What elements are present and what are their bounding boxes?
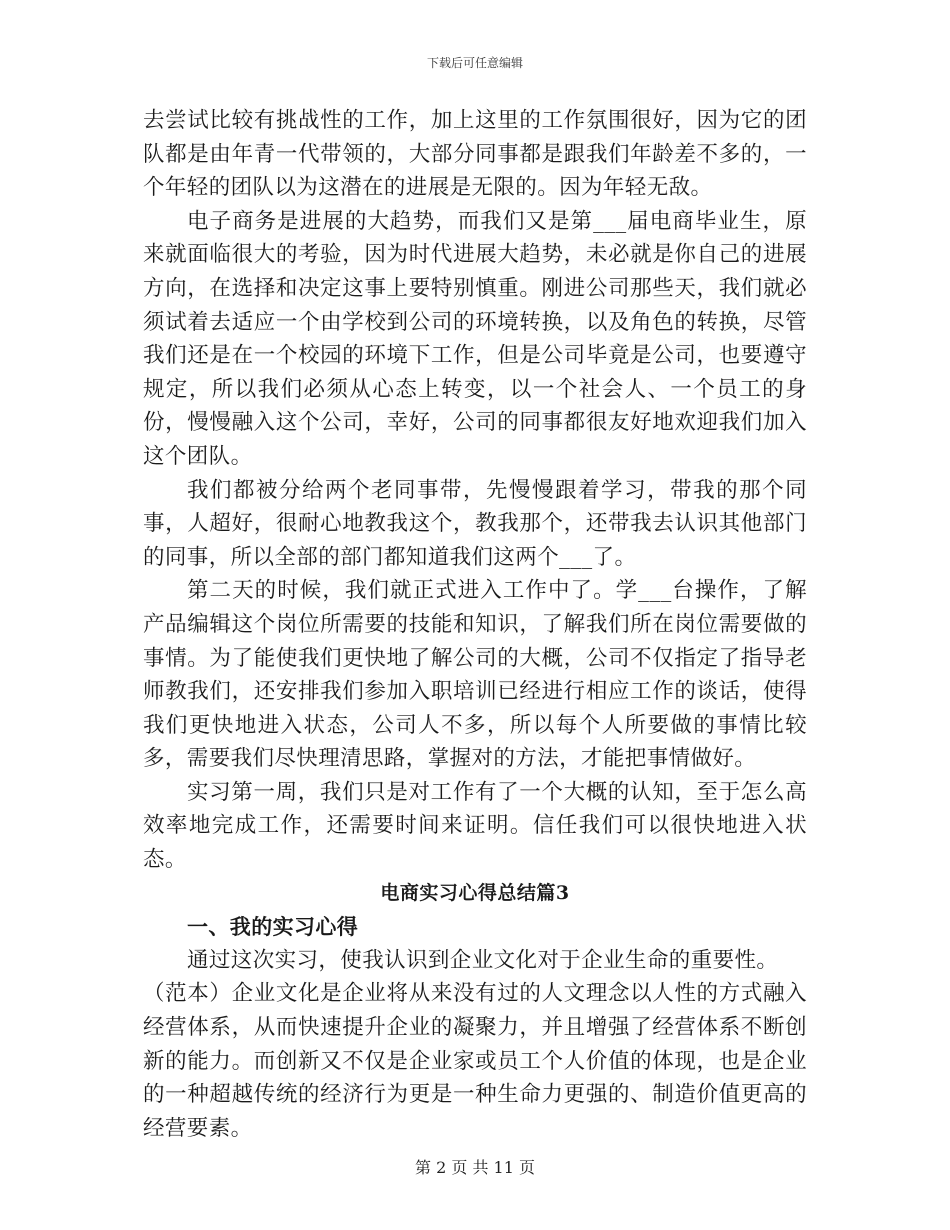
section-title: 电商实习心得总结篇3 [380,881,570,904]
paragraph: 实习第一周，我们只是对工作有了一个大概的认知，至于怎么高效率地完成工作，还需要时间来证明。信任我们可以很快地进入状态。 [143,779,807,873]
subsection-title: 一、我的实习心得 [187,914,359,940]
paragraph: 我们都被分给两个老同事带，先慢慢跟着学习，带我的那个同事，人超好，很耐心地教我这个，教我那个，还带我去认识其他部门的同事，所以全部的部门都知道我们这两个___了。 [143,477,807,570]
page-footer: 第 2 页 共 11 页 [415,1158,535,1177]
page-header: 下载后可任意编辑 [426,56,523,70]
document-body [143,104,807,1145]
paragraph: 第二天的时候，我们就正式进入工作中了。学___台操作，了解产品编辑这个岗位所需要的技能和知识，了解我们所在岗位需要做的事情。为了能使我们更快地了解公司的大概，公司不仅指定了指导老师教我们，还安排我们参加入职培训已经进行相应工作的谈话，使得我们更快地进入状态，公司人不多，所以每个人所要做的事情比较多，需要我们尽快理清思路，掌握对的方法，才能把事情做好。 [143,578,807,772]
paragraph: 电子商务是进展的大趋势，而我们又是第___届电商毕业生，原来就面临很大的考验，因为时代进展大趋势，未必就是你自己的进展方向，在选择和决定这事上要特别慎重。刚进公司那些天，我们就必须试着去适应一个由学校到公司的环境转换，以及角色的转换，尽管我们还是在一个校园的环境下工作，但是公司毕竟是公司，也要遵守规定，所以我们必须从心态上转变，以一个社会人、一个员工的身份，慢慢融入这个公司，幸好，公司的同事都很友好地欢迎我们加入这个团队。 [143,208,807,469]
paragraph: 去尝试比较有挑战性的工作，加上这里的工作氛围很好，因为它的团队都是由年青一代带领的，大部分同事都是跟我们年龄差不多的，一个年轻的团队以为这潜在的进展是无限的。因为年轻无敌。 [143,108,807,201]
paragraph: （范本）企业文化是企业将从来没有过的人文理念以人性的方式融入经营体系，从而快速提升企业的凝聚力，并且增强了经营体系不断创新的能力。而创新又不仅是企业家或员工个人价值的体现，也是企业的一种超越传统的经济行为更是一种生命力更强的、制造价值更高的经营要素。 [143,981,807,1141]
paragraph: 通过这次实习，使我认识到企业文化对于企业生命的重要性。 [187,947,779,973]
